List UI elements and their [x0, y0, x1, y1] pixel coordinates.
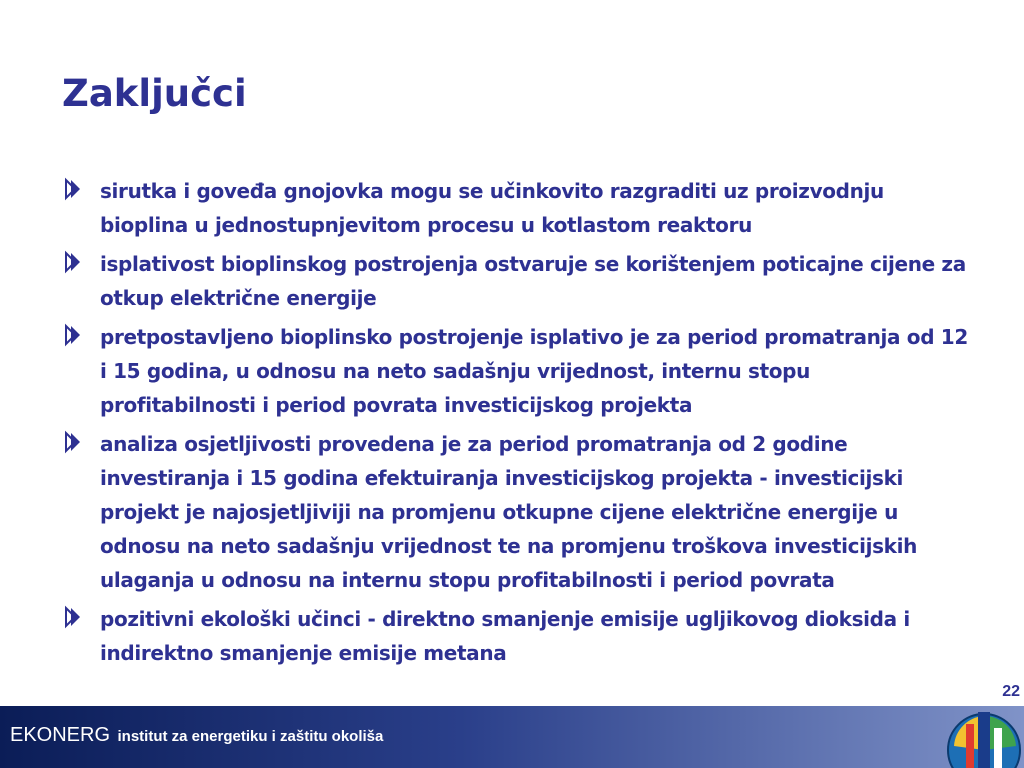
bullet-text: sirutka i goveđa gnojovka mogu se učinkovito razgraditi uz proizvodnju bioplina u jednostupnjevitom procesu u kotlastom reaktoru: [100, 179, 884, 237]
bullet-text: analiza osjetljivosti provedena je za period promatranja od 2 godine investiranja i 15 godina efektuiranja investicijskog projekta - investicijski projekt je najosjetljiviji na promjenu otkupne cijene električne energije u odnosu na neto sadašnju vrijednost te na promjenu troškova investicijskih ulaganja u odnosu na internu stopu profitabilnosti i period povrata: [100, 432, 918, 592]
bullet-item: [64, 174, 969, 242]
bullet-list: [64, 174, 969, 675]
brand-subtitle: institut za energetiku i zaštitu okoliša: [117, 728, 384, 745]
bullet-item: [64, 427, 969, 597]
bullet-item: [64, 320, 969, 422]
footer-brand: [10, 724, 383, 747]
arrow-bullet-icon: [64, 250, 100, 274]
brand-name: EKONERG: [10, 724, 111, 746]
bullet-item: [64, 602, 969, 670]
arrow-bullet-icon: [64, 323, 100, 347]
page-number: 22: [1002, 683, 1020, 700]
arrow-bullet-icon: [64, 605, 100, 629]
arrow-bullet-icon: [64, 430, 100, 454]
arrow-bullet-icon: [64, 177, 100, 201]
slide-title: Zaključci: [62, 72, 247, 115]
ekonerg-logo-icon: [942, 706, 1024, 768]
bullet-text: isplativost bioplinskog postrojenja ostvaruje se korištenjem poticajne cijene za otkup električne energije: [100, 252, 966, 310]
bullet-text: pretpostavljeno bioplinsko postrojenje isplativo je za period promatranja od 12 i 15 godina, u odnosu na neto sadašnju vrijednost, internu stopu profitabilnosti i period povrata investicijskog projekta: [100, 325, 968, 417]
bullet-text: pozitivni ekološki učinci - direktno smanjenje emisije ugljikovog dioksida i indirektno smanjenje emisije metana: [100, 607, 910, 665]
bullet-item: [64, 247, 969, 315]
footer-bar: [0, 706, 1024, 768]
